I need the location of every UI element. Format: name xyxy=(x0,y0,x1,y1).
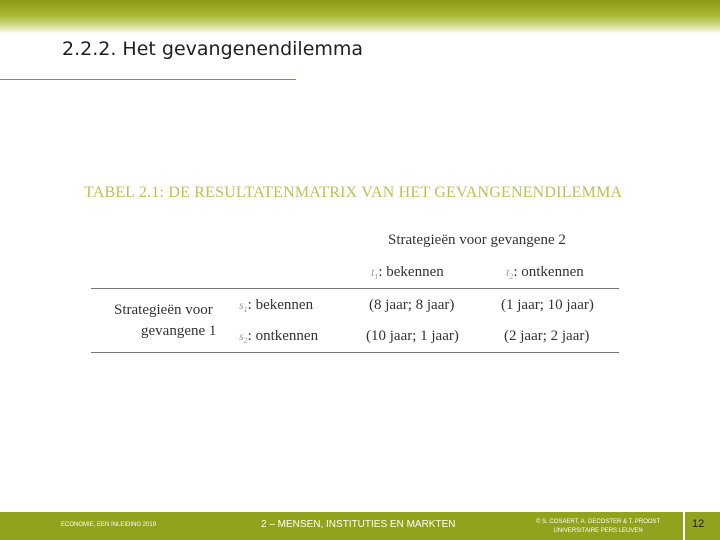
payoff-cell: (8 jaar; 8 jaar) xyxy=(369,297,455,313)
strategy-subscript: 1 xyxy=(243,305,248,314)
payoff-cell: (2 jaar; 2 jaar) xyxy=(504,328,590,344)
strategy-label: : ontkennen xyxy=(247,328,319,344)
column-header: Strategieën voor gevangene 2 xyxy=(388,232,566,248)
row-strategy-s2 xyxy=(239,328,318,345)
page-number: 12 xyxy=(692,518,705,530)
footer-copyright-line1: © S. COSAERT, A. DECOSTER & T. PROOST xyxy=(536,519,661,525)
footer-course-title: ECONOMIE, EEN INLEIDING 2019 xyxy=(61,522,157,528)
table-caption: TABEL 2.1: DE RESULTATENMATRIX VAN HET GEVANGENENDILEMMA xyxy=(84,184,623,201)
strategy-subscript: 2 xyxy=(243,336,248,345)
footer-chapter-title: 2 – MENSEN, INSTITUTIES EN MARKTEN xyxy=(261,519,456,530)
payoff-cell: (1 jaar; 10 jaar) xyxy=(501,297,594,313)
column-strategy-t1 xyxy=(371,264,444,281)
strategy-symbol: s xyxy=(239,298,244,312)
payoff-cell: (10 jaar; 1 jaar) xyxy=(366,328,459,344)
strategy-symbol: s xyxy=(239,329,244,343)
column-strategy-t2 xyxy=(506,264,584,281)
row-strategy-s1 xyxy=(239,297,313,314)
footer-copyright xyxy=(536,518,660,536)
row-header-line2: gevangene 1 xyxy=(141,323,217,339)
strategy-label: : bekennen xyxy=(378,264,444,280)
table-rule-top xyxy=(91,288,619,289)
strategy-label: : bekennen xyxy=(247,297,314,313)
strategy-symbol: t xyxy=(371,265,375,279)
table-rule-bottom xyxy=(91,352,619,353)
strategy-subscript: 1 xyxy=(374,272,379,281)
footer-copyright-line2: UNIVERSITAIRE PERS LEUVEN xyxy=(553,528,643,534)
footer-divider xyxy=(683,512,685,540)
title-underline xyxy=(0,79,296,80)
slide-title: 2.2.2. Het gevangenendilemma xyxy=(62,38,364,60)
row-header-line1: Strategieën voor xyxy=(114,302,213,318)
strategy-label: : ontkennen xyxy=(513,264,584,280)
strategy-subscript: 2 xyxy=(509,272,514,281)
header-band xyxy=(0,0,720,34)
strategy-symbol: t xyxy=(506,265,510,279)
